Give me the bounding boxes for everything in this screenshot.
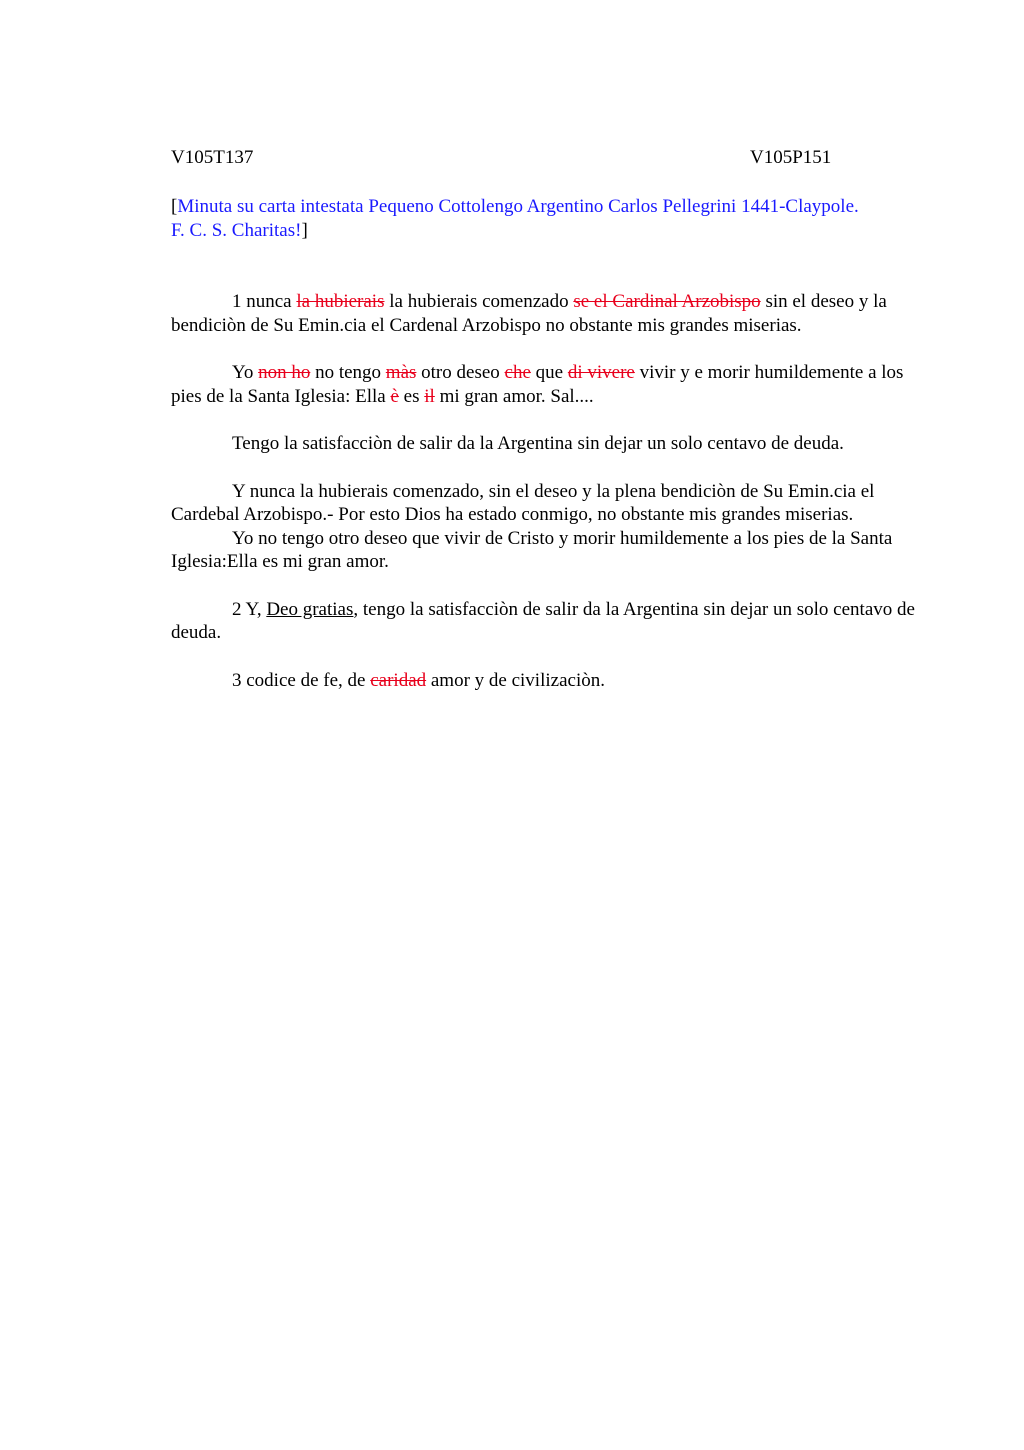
text-run: que [530, 362, 568, 383]
paragraph-2 [171, 361, 927, 408]
document-code-left: V105T137 [171, 147, 254, 168]
note-close-bracket: ] [301, 219, 308, 241]
note-text-line2: F. C. S. Charitas! [171, 219, 302, 241]
text-run: mi gran amor. Sal.... [434, 385, 594, 407]
text-run: , tengo la satisfacciòn de salir da la Argentina sin dejar un solo centavo de deuda. [171, 598, 915, 643]
deleted-text: di vivere [567, 362, 635, 383]
text-run: no tengo [310, 362, 386, 383]
deleted-text: il [424, 385, 435, 407]
paragraph-1 [171, 290, 927, 337]
deleted-text: è [390, 385, 399, 407]
text-run: la hubierais comenzado [384, 291, 574, 312]
paragraph-5: Yo no tengo otro deseo que vivir de Cristo y morir humildemente a los pies de la Santa Iglesia:Ella es mi gran amor. [171, 527, 893, 572]
paragraph-6 [171, 598, 927, 645]
paragraph-3: Tengo la satisfacciòn de salir da la Argentina sin dejar un solo centavo de deuda. [232, 433, 844, 454]
deleted-text: la hubierais [296, 291, 385, 312]
editorial-note [171, 195, 927, 242]
paragraph-7 [171, 669, 927, 693]
underlined-text: Deo gratias [266, 598, 354, 620]
document-code-right: V105P151 [750, 147, 832, 168]
text-run: es [398, 385, 425, 407]
deleted-text: non ho [258, 362, 311, 383]
note-open-bracket: [ [171, 196, 178, 217]
text-run: Yo [232, 362, 259, 383]
text-run: amor y de civilizaciòn. [426, 669, 605, 691]
deleted-text: màs [385, 362, 417, 383]
document-header [171, 146, 927, 170]
text-run: sin el deseo y la bendiciòn de Su Emin.cia el Cardenal Arzobispo no obstante mis grandes miserias. [171, 291, 887, 336]
note-text-line1: Minuta su carta intestata Pequeno Cottolengo Argentino Carlos Pellegrini 1441-Claypole. [177, 196, 859, 217]
paragraph-4: Y nunca la hubierais comenzado, sin el deseo y la plena bendiciòn de Su Emin.cia el Cardebal Arzobispo.- Por esto Dios ha estado conmigo, no obstante mis grandes miserias. [171, 480, 875, 525]
text-run: vivir y e morir humildemente a los pies de la Santa Iglesia: Ella [171, 362, 904, 407]
text-run: 1 nunca [232, 291, 297, 312]
text-run: 2 Y, [232, 598, 267, 620]
deleted-text: caridad [370, 669, 427, 691]
text-run: 3 codice de fe, de [232, 669, 371, 691]
text-run: otro deseo [416, 362, 505, 383]
deleted-text: se el Cardinal Arzobispo [573, 291, 761, 312]
document-page [171, 146, 927, 692]
deleted-text: che [504, 362, 531, 383]
